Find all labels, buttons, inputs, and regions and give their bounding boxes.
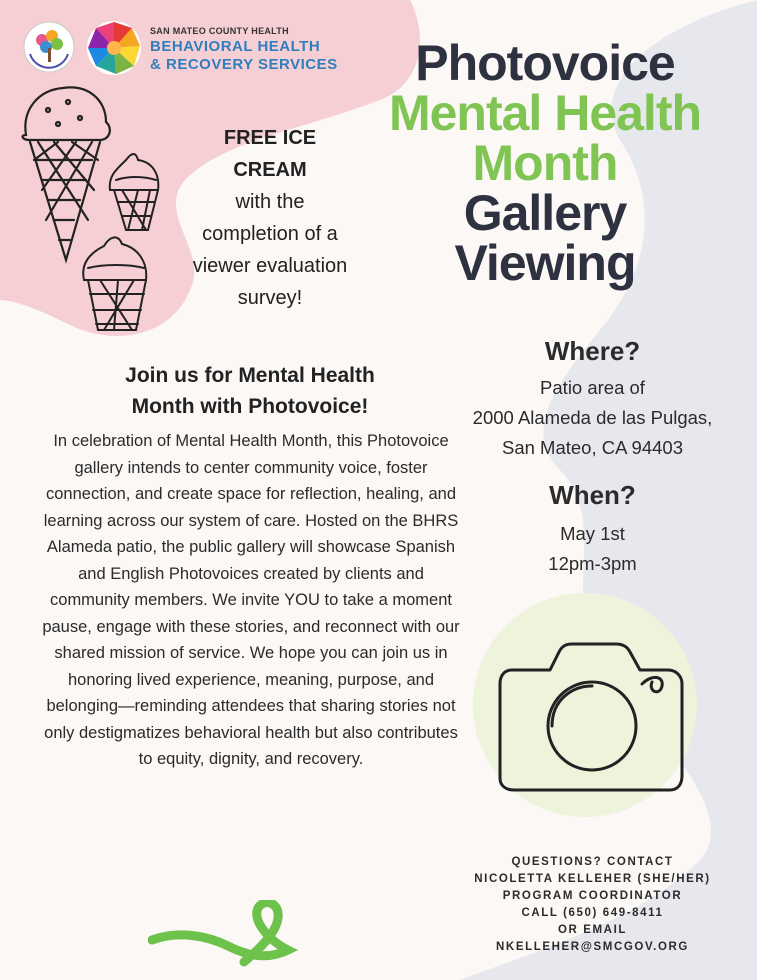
county-name: SAN MATEO COUNTY HEALTH [150, 26, 289, 36]
dept-name-line1: BEHAVIORAL HEALTH [150, 38, 321, 55]
where-line-1: Patio area of [540, 377, 645, 398]
contact-info [455, 854, 730, 956]
event-description: In celebration of Mental Health Month, this Photovoice gallery intends to center community voice, foster connection, and create space for reflection, healing, and learning across our system of care. Hosted on the BHRS Alameda patio, the public gallery will showcase Spanish and English Photovoices created by clients and community members. We invite YOU to take a moment pause, engage with these stories, and reconnect with our shared mission of service. We hope you can join us in honoring lived experience, meaning, purpose, and belonging—reminding attendees that sharing stories not only destigmatizes behavioral health but also contributes to equity, dignity, and recovery. [42, 432, 460, 768]
where-section [450, 336, 735, 463]
when-section [450, 480, 735, 579]
promo-line-3: with the [235, 191, 305, 213]
title-line-2: Mental Health [388, 85, 702, 141]
promo-line-5: viewer evaluation [192, 255, 348, 277]
promo-line-6: survey! [237, 287, 303, 309]
event-title [340, 35, 750, 291]
ice-cream-cup-small-icon [110, 154, 159, 230]
ice-cream-illustrations [18, 80, 183, 345]
free-ice-cream-promo [172, 122, 368, 314]
bhrs-mosaic-logo [86, 20, 142, 76]
when-line-1: May 1st [560, 523, 625, 544]
contact-phone[interactable]: CALL (650) 649-8411 [521, 907, 664, 919]
promo-line-4: completion of a [202, 223, 338, 245]
promo-line-1: FREE ICE [223, 127, 317, 149]
where-line-3: San Mateo, CA 94403 [501, 437, 684, 458]
ice-cream-cup-medium-icon [83, 237, 146, 330]
contact-line-1: QUESTIONS? CONTACT [511, 856, 674, 868]
title-line-4: Gallery [463, 185, 627, 241]
title-line-5: Viewing [454, 235, 636, 291]
office-diversity-equity-logo [22, 20, 76, 74]
awareness-ribbon-icon [148, 900, 308, 970]
promo-line-2: CREAM [233, 159, 307, 181]
when-heading: When? [549, 480, 636, 510]
where-heading: Where? [544, 336, 641, 366]
contact-name: NICOLETTA KELLEHER (SHE/HER) [474, 873, 711, 885]
camera-icon [492, 630, 692, 800]
title-line-1: Photovoice [415, 35, 675, 91]
when-line-2: 12pm-3pm [548, 553, 637, 574]
contact-title: PROGRAM COORDINATOR [502, 890, 683, 902]
title-line-3: Month [472, 135, 618, 191]
where-line-2: 2000 Alameda de las Pulgas, [472, 407, 713, 428]
join-line-1: Join us for Mental Health [125, 364, 375, 387]
contact-email[interactable]: NKELLEHER@SMCGOV.ORG [496, 941, 689, 953]
join-heading [30, 360, 470, 422]
join-line-2: Month with Photovoice! [131, 395, 369, 418]
contact-line-5: OR EMAIL [557, 924, 628, 936]
dept-name-line2: & RECOVERY SERVICES [150, 56, 338, 73]
ice-cream-cone-large-icon [23, 87, 110, 260]
